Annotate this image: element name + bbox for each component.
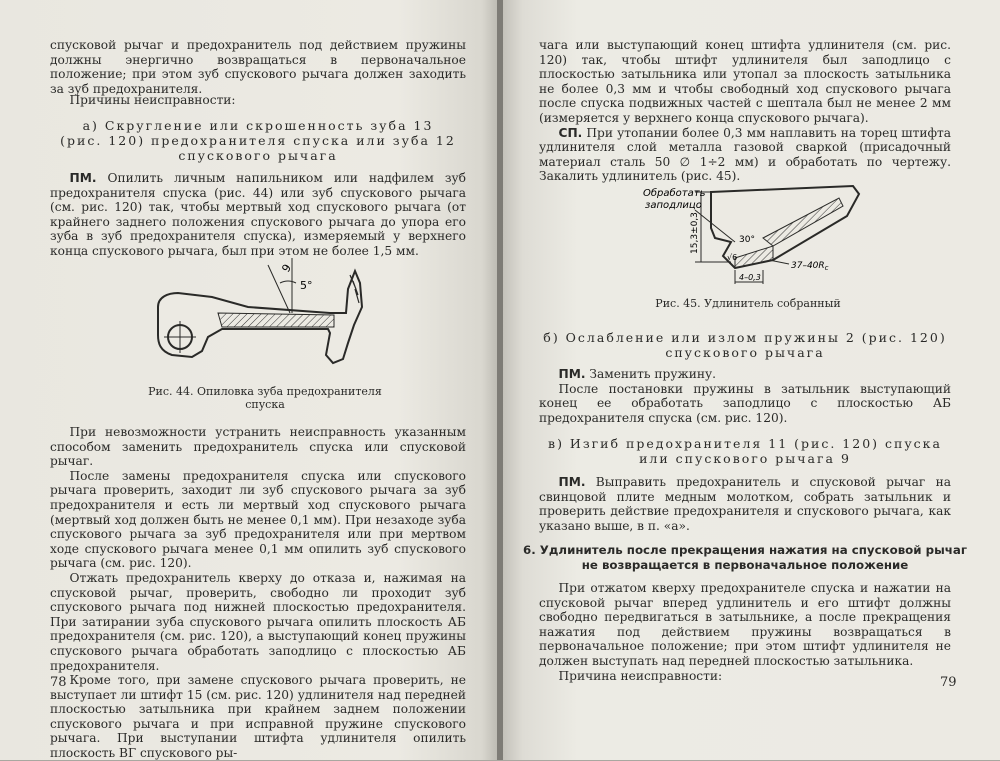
left-p4-text: Отжать предохранитель кверху до отказа и, нажимая на спусковой рычаг, проверить, свободно ли проходит зуб спускового рычага под нижней плоскостью предохранителя. При затирании зуба спускового рычага опилить плоскость АБ предохранителя (см. рис. 120), а выступающий конец пружины спускового рычага обработать заподлицо с плоскостью АБ предохранителя. [50, 570, 466, 673]
section-6-heading-line-1: 6. Удлинитель после прекращения нажатия на спусковой рычаг [523, 543, 967, 557]
sub-v-line-1: в) Изгиб предохранителя 11 (рис. 120) спуска [548, 436, 942, 451]
fig44-caption-line-1: Рис. 44. Опиловка зуба предохранителя [148, 385, 382, 398]
sub-b-line-2: спускового рычага [665, 345, 825, 360]
fig44-label-5deg: 5° [300, 279, 313, 292]
fig45-label-roughness: √6 [727, 253, 738, 262]
figure-44-safety-tooth-filing [150, 255, 380, 380]
sub-v-line-2: или спускового рычага 9 [639, 451, 851, 466]
left-causes-label [50, 93, 466, 108]
section-6-heading-line-2: не возвращается в первоначальное положение [581, 558, 909, 572]
right-pm2-paragraph [539, 475, 951, 533]
pm-text: Опилить личным напильником или надфилем зуб предохранителя спуска (рис. 44) или зуб спускового рычага (см. рис. 120) так, чтобы мертвый ход спускового рычага (от крайнего заднего положения спускового рычага до упора его зуба в зуб предохранителя спуска), измеряемый у верхнего конца спускового рычага, был при этом не более 1,5 мм. [50, 171, 466, 258]
fig44-label-9: 9 [279, 261, 295, 275]
fig45-label-obrabotat: Обработать [643, 188, 706, 199]
right-page [503, 0, 1000, 760]
left-p2-text: При невозможности устранить неисправность указанным способом заменить предохранитель спуска или спусковой рычаг. [50, 425, 466, 469]
left-page [0, 0, 497, 760]
fig45-label-zapodlitso: заподлицо [645, 200, 702, 211]
right-subheading-v [539, 436, 951, 466]
sub-a-line-2: (рис. 120) предохранителя спуска или зуба 12 [60, 133, 456, 148]
figure-45-caption: Рис. 45. Удлинитель собранный [655, 297, 841, 310]
right-pm1-paragraph [539, 367, 951, 425]
fig45-label-width: 4–0,3 [739, 273, 761, 282]
sub-b-line-1: б) Ослабление или излом пружины 2 (рис. 120) [543, 330, 947, 345]
sp-text: При утопании более 0,3 мм наплавить на торец штифта удлинителя слой металла газовой сваркой (присадочный материал сталь 50 ∅ 1÷2 мм) и обработать по чертежу. Закалить удлинитель (рис. 45). [539, 125, 952, 184]
fig45-label-hardness: $37-40R_c$ [791, 261, 829, 272]
left-paragraph-1 [50, 38, 466, 96]
fig45-label-angle: 30° [739, 235, 755, 245]
sub-a-line-1: а) Скругление или скрошенность зуба 13 [82, 118, 434, 133]
left-subheading-a [50, 118, 466, 163]
left-causes-text: Причины неисправности: [69, 93, 236, 107]
right-p2-text: После постановки пружины в затыльник выступающий конец ее обработать заподлицо с плоскостью АБ предохранителя спуска (см. рис. 120). [539, 381, 951, 425]
left-p5-text: Кроме того, при замене спускового рычага проверить, не выступает ли штифт 15 (см. рис. 120) удлинителя над передней плоскостью затыльника при крайнем заднем положении спускового рычага и при исправной пружине спускового рычага. При выступании штифта удлинителя опилить плоскость ВГ спускового ры- [50, 673, 466, 761]
right-p3-text: При отжатом кверху предохранителе спуска и нажатии на спусковой рычаг вперед удлинитель и его штифт должны свободно передвигаться в затыльнике, а после прекращения нажатия под действием пружины возвращаться в первоначальное положение; при этом штифт удлинителя не должен выступать над передней плоскостью затыльника. [539, 581, 951, 668]
right-paragraph-1 [539, 38, 951, 184]
fig44-caption-line-2: спуска [245, 398, 285, 411]
right-subheading-b [539, 330, 951, 360]
fig45-dimension-height: 15,3±0,3 [690, 212, 700, 254]
right-body-lower [539, 581, 951, 683]
pm2-text: Выправить предохранитель и спусковой рычаг на свинцовой плите медным молотком, собрать затыльник и проверить действие предохранителя и спускового рычага, как указано выше, в п. «а». [539, 475, 951, 533]
section-6-heading [523, 543, 967, 573]
left-page-number: 78 [50, 675, 67, 690]
left-p1-text: спусковой рычаг и предохранитель под действием пружины должны энергично возвращаться в первоначальное положение; при этом зуб спускового рычага должен заходить за зуб предохранителя. [50, 38, 466, 96]
pm1-text: Заменить пружину. [589, 367, 717, 381]
sub-a-line-3: спускового рычага [178, 148, 338, 163]
figure-44-caption [120, 385, 410, 411]
left-body-lower [50, 425, 466, 761]
left-pm-paragraph [50, 171, 466, 259]
sp-label: СП. [558, 125, 583, 140]
pm2-label: ПМ. [558, 475, 586, 489]
right-p1-text: чага или выступающий конец штифта удлинителя (см. рис. 120) так, чтобы штифт удлинителя был заподлицо с плоскостью затыльника или утопал за плоскость затыльника не более 0,3 мм и чтобы свободный ход спускового рычага после спуска подвижных частей с шептала был не менее 2 мм (измеряется у верхнего конца спускового рычага). [539, 38, 951, 125]
right-page-number: 79 [940, 675, 957, 690]
figure-45-extender-assembled [623, 180, 883, 290]
left-p3-text: После замены предохранителя спуска или спускового рычага проверить, заходит ли зуб спускового рычага за зуб предохранителя и есть ли мертвый ход спускового рычага (мертвый ход должен быть не менее 0,1 мм). При незаходе зуба спускового рычага за зуб предохранителя или при мертвом ходе спускового рычага менее 0,1 мм опилить зуб спускового рычага (см. рис. 120). [50, 468, 466, 571]
pm1-label: ПМ. [558, 367, 586, 381]
right-causes-text: Причина неисправности: [558, 668, 723, 683]
pm-label: ПМ. [69, 171, 97, 185]
